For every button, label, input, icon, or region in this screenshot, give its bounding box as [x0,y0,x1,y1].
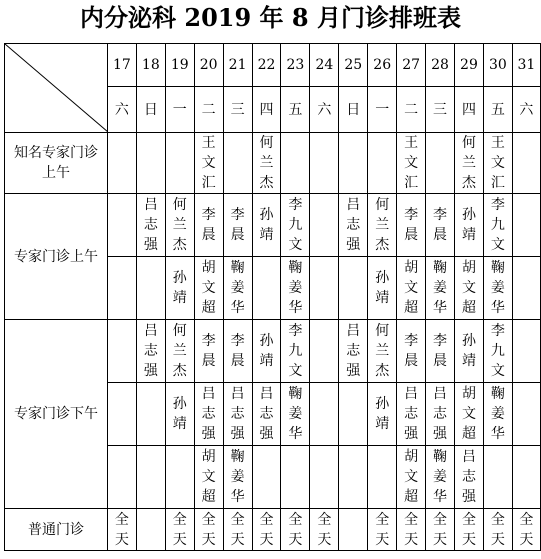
date-cell: 30 [483,44,512,87]
doctor-name: 吕志强 [433,386,448,442]
doctor-cell [339,446,368,509]
doctor-cell [281,133,310,194]
doctor-name: 全天 [519,511,534,548]
doctor-cell [426,509,455,551]
doctor-name: 鞠姜华 [490,260,505,316]
doctor-cell [252,257,281,320]
doctor-name: 胡文超 [201,260,216,316]
doctor-name: 鞠姜华 [433,260,448,316]
doctor-name: 王文汇 [490,135,505,191]
doctor-cell [194,133,223,194]
doctor-name: 鞠姜华 [288,386,303,442]
doctor-name: 全天 [461,511,476,548]
doctor-cell [455,133,484,194]
doctor-name: 李晨 [433,333,448,369]
diagonal-line [5,44,108,132]
doctor-cell [339,257,368,320]
doctor-cell [194,257,223,320]
date-cell: 28 [426,44,455,87]
doctor-cell [223,257,252,320]
doctor-cell [455,383,484,446]
doctor-cell [281,383,310,446]
date-cell: 29 [455,44,484,87]
doctor-name: 全天 [490,511,505,548]
doctor-cell [397,509,426,551]
weekday-cell: 六 [107,87,136,133]
doctor-cell [426,194,455,257]
doctor-cell [223,383,252,446]
doctor-name: 李晨 [404,333,419,369]
date-cell: 23 [281,44,310,87]
doctor-name: 鞠姜华 [230,260,245,316]
doctor-cell [194,320,223,383]
doctor-cell [194,383,223,446]
doctor-name: 全天 [317,511,332,548]
doctor-cell [310,383,339,446]
doctor-cell [281,446,310,509]
doctor-cell [252,383,281,446]
weekday-cell: 五 [281,87,310,133]
doctor-name: 孙靖 [259,333,274,369]
section-label-text: 普通门诊 [27,521,84,538]
doctor-cell [310,509,339,551]
doctor-cell [310,194,339,257]
doctor-cell [165,446,194,509]
section-label [5,133,108,194]
doctor-name: 李晨 [230,333,245,369]
doctor-cell [223,133,252,194]
doctor-cell [194,509,223,551]
doctor-cell [107,383,136,446]
doctor-cell [397,446,426,509]
doctor-name: 李九文 [490,197,505,253]
doctor-cell [483,194,512,257]
doctor-cell [368,446,397,509]
weekday-cell: 二 [397,87,426,133]
doctor-cell [512,383,540,446]
doctor-cell [136,257,165,320]
section-label-text: 专家门诊下午 [13,406,98,422]
doctor-name: 吕志强 [143,323,158,379]
doctor-name: 李晨 [201,207,216,243]
doctor-cell [136,446,165,509]
doctor-name: 何兰杰 [375,323,390,379]
doctor-cell [426,446,455,509]
doctor-cell [107,257,136,320]
doctor-cell [252,509,281,551]
doctor-name: 李晨 [404,207,419,243]
doctor-name: 李晨 [201,333,216,369]
doctor-name: 全天 [288,511,303,548]
doctor-name: 何兰杰 [259,135,274,191]
doctor-cell [223,320,252,383]
doctor-name: 全天 [433,511,448,548]
doctor-cell [165,257,194,320]
doctor-name: 全天 [114,511,129,548]
doctor-cell [281,257,310,320]
doctor-name: 胡文超 [404,449,419,505]
doctor-cell [339,383,368,446]
doctor-cell [455,257,484,320]
doctor-cell [512,133,540,194]
doctor-cell [483,509,512,551]
weekday-cell: 五 [483,87,512,133]
doctor-name: 李九文 [490,323,505,379]
doctor-name: 胡文超 [404,260,419,316]
doctor-cell [223,509,252,551]
doctor-cell [426,257,455,320]
doctor-name: 王文汇 [201,135,216,191]
schedule-row [5,194,541,257]
doctor-cell [397,383,426,446]
doctor-cell [483,320,512,383]
doctor-cell [455,320,484,383]
doctor-name: 全天 [404,511,419,548]
doctor-name: 吕志强 [461,449,476,505]
doctor-cell [107,194,136,257]
weekday-cell: 六 [310,87,339,133]
doctor-cell [165,383,194,446]
doctor-cell [455,446,484,509]
weekday-cell: 三 [426,87,455,133]
weekday-cell: 三 [223,87,252,133]
doctor-cell [397,320,426,383]
doctor-name: 孙靖 [259,207,274,243]
doctor-cell [368,509,397,551]
doctor-name: 吕志强 [259,386,274,442]
weekday-cell: 四 [252,87,281,133]
doctor-name: 何兰杰 [172,197,187,253]
doctor-cell [165,509,194,551]
doctor-cell [512,446,540,509]
doctor-cell [136,509,165,551]
date-cell: 18 [136,44,165,87]
doctor-name: 李晨 [433,207,448,243]
doctor-cell [455,194,484,257]
doctor-name: 李晨 [230,207,245,243]
doctor-cell [310,257,339,320]
doctor-cell [483,446,512,509]
doctor-cell [339,509,368,551]
doctor-name: 孙靖 [172,270,187,306]
date-cell: 26 [368,44,397,87]
doctor-cell [512,194,540,257]
doctor-cell [368,133,397,194]
doctor-cell [339,133,368,194]
doctor-name: 全天 [230,511,245,548]
schedule-row [5,509,541,551]
doctor-cell [483,383,512,446]
doctor-cell [368,194,397,257]
doctor-name: 胡文超 [461,386,476,442]
doctor-cell [281,320,310,383]
doctor-cell [397,133,426,194]
doctor-cell [165,133,194,194]
doctor-cell [107,446,136,509]
doctor-cell [455,509,484,551]
doctor-cell [397,257,426,320]
doctor-cell [426,383,455,446]
doctor-cell [281,194,310,257]
doctor-cell [426,320,455,383]
doctor-name: 孙靖 [375,270,390,306]
weekday-cell: 六 [512,87,540,133]
date-row [5,44,541,87]
schedule-row [5,133,541,194]
doctor-name: 全天 [375,511,390,548]
doctor-name: 鞠姜华 [433,449,448,505]
doctor-name: 何兰杰 [375,197,390,253]
doctor-cell [310,133,339,194]
doctor-cell [368,257,397,320]
doctor-cell [223,446,252,509]
doctor-name: 吕志强 [201,386,216,442]
doctor-cell [310,320,339,383]
weekday-cell: 四 [455,87,484,133]
doctor-cell [252,133,281,194]
date-cell: 19 [165,44,194,87]
doctor-cell [512,509,540,551]
doctor-cell [252,194,281,257]
doctor-name: 吕志强 [143,197,158,253]
doctor-cell [107,320,136,383]
doctor-name: 全天 [259,511,274,548]
doctor-name: 孙靖 [461,333,476,369]
doctor-cell [136,133,165,194]
doctor-cell [310,446,339,509]
section-label [5,194,108,320]
doctor-name: 王文汇 [404,135,419,191]
doctor-cell [512,257,540,320]
section-label [5,509,108,551]
weekday-cell: 日 [339,87,368,133]
doctor-name: 鞠姜华 [490,386,505,442]
doctor-cell [426,133,455,194]
doctor-cell [252,446,281,509]
doctor-name: 鞠姜华 [230,449,245,505]
weekday-cell: 一 [368,87,397,133]
doctor-cell [136,383,165,446]
doctor-cell [483,133,512,194]
doctor-name: 何兰杰 [172,323,187,379]
date-cell: 24 [310,44,339,87]
doctor-name: 吕志强 [346,323,361,379]
corner-cell [5,44,108,133]
doctor-name: 鞠姜华 [288,260,303,316]
doctor-cell [512,320,540,383]
date-cell: 31 [512,44,540,87]
doctor-name: 李九文 [288,323,303,379]
weekday-cell: 日 [136,87,165,133]
doctor-name: 孙靖 [375,396,390,432]
doctor-name: 吕志强 [404,386,419,442]
section-label [5,320,108,509]
doctor-cell [368,320,397,383]
doctor-name: 李九文 [288,197,303,253]
doctor-name: 孙靖 [172,396,187,432]
section-label-text: 专家门诊上午 [13,248,98,265]
date-cell: 17 [107,44,136,87]
date-cell: 25 [339,44,368,87]
doctor-cell [339,320,368,383]
date-cell: 20 [194,44,223,87]
date-cell: 27 [397,44,426,87]
doctor-cell [252,320,281,383]
doctor-cell [483,257,512,320]
doctor-cell [107,133,136,194]
doctor-name: 胡文超 [461,260,476,316]
doctor-cell [281,509,310,551]
doctor-cell [223,194,252,257]
doctor-name: 胡文超 [201,449,216,505]
weekday-cell: 一 [165,87,194,133]
page-title: 内分泌科 2019 年 8 月门诊排班表 [80,3,461,32]
doctor-cell [194,194,223,257]
doctor-name: 全天 [172,511,187,548]
doctor-name: 孙靖 [461,207,476,243]
weekday-cell: 二 [194,87,223,133]
doctor-name: 何兰杰 [461,135,476,191]
doctor-cell [136,194,165,257]
doctor-cell [165,320,194,383]
date-cell: 21 [223,44,252,87]
doctor-cell [339,194,368,257]
doctor-cell [368,383,397,446]
schedule-table [4,43,541,551]
doctor-cell [136,320,165,383]
doctor-cell [107,509,136,551]
doctor-name: 吕志强 [230,386,245,442]
doctor-name: 吕志强 [346,197,361,253]
schedule-row [5,320,541,383]
section-label-text: 知名专家门诊上午 [13,145,98,181]
doctor-cell [165,194,194,257]
date-cell: 22 [252,44,281,87]
doctor-cell [194,446,223,509]
doctor-cell [397,194,426,257]
doctor-name: 全天 [201,511,216,548]
